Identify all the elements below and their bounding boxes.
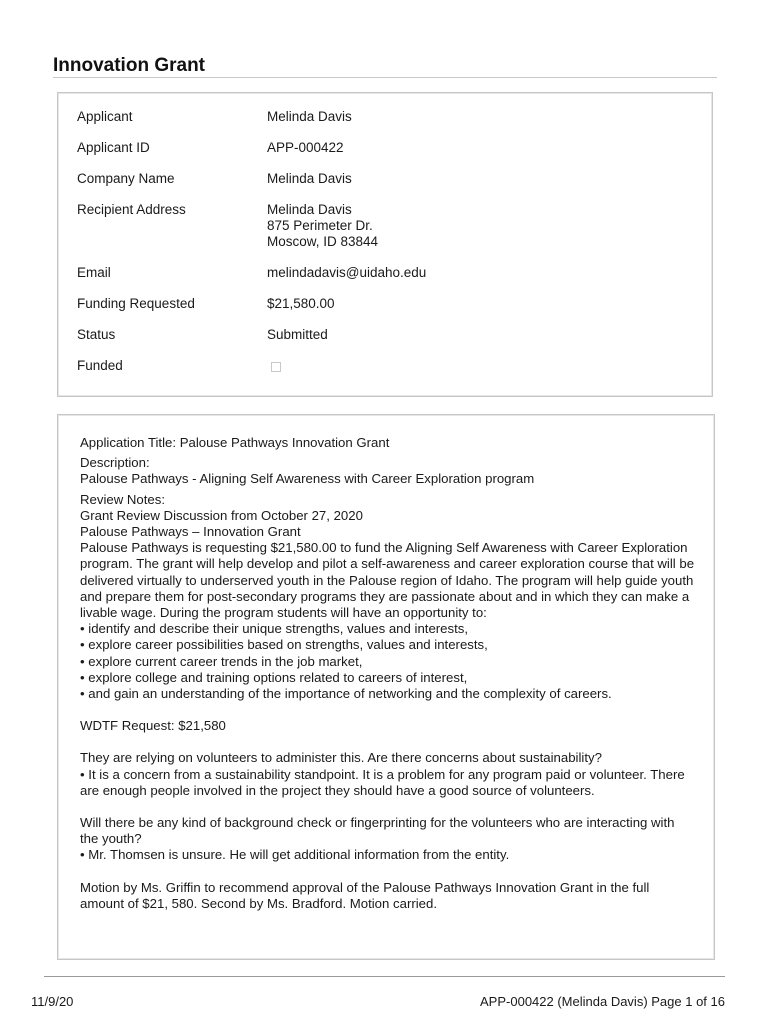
- answer-background-check: • Mr. Thomsen is unsure. He will get additional information from the entity.: [80, 847, 510, 863]
- funded-label: Funded: [77, 358, 123, 373]
- funded-value: [267, 358, 281, 376]
- footer-divider: [44, 976, 725, 977]
- funded-checkbox[interactable]: [271, 362, 281, 372]
- company-name-label: Company Name: [77, 171, 175, 186]
- applicant-info-panel: [57, 92, 713, 397]
- description-text: Palouse Pathways - Aligning Self Awareness with Career Exploration program: [80, 471, 535, 487]
- bullet-item: • explore current career trends in the job market,: [80, 653, 363, 669]
- email-label: Email: [77, 265, 111, 280]
- review-notes-label: Review Notes:: [80, 491, 166, 507]
- page-title: Innovation Grant: [53, 55, 205, 76]
- address-line-3: Moscow, ID 83844: [267, 234, 379, 249]
- bullet-item: • and gain an understanding of the importance of networking and the complexity of careers.: [80, 686, 612, 702]
- description-label: Description:: [80, 455, 150, 471]
- bullet-item: • explore career possibilities based on strengths, values and interests,: [80, 637, 488, 653]
- funding-requested-label: Funding Requested: [77, 296, 195, 311]
- application-details-content: [80, 435, 695, 912]
- motion-text: Motion by Ms. Griffin to recommend approval of the Palouse Pathways Innovation Grant in the full amount of $21, 580. Second by Ms. Bradford. Motion carried.: [80, 879, 650, 911]
- answer-sustainability: • It is a concern from a sustainability standpoint. It is a problem for any program paid or volunteer. There are enough people involved in the project they should have a good source of volunteers.: [80, 766, 685, 798]
- application-details-panel: [57, 414, 715, 960]
- bullet-item: • identify and describe their unique strengths, values and interests,: [80, 621, 469, 637]
- applicant-label: Applicant: [77, 109, 133, 124]
- review-notes-line: Palouse Pathways – Innovation Grant: [80, 524, 301, 540]
- company-name-value: Melinda Davis: [267, 171, 352, 186]
- applicant-id-value: APP-000422: [267, 140, 344, 155]
- applicant-id-label: Applicant ID: [77, 140, 150, 155]
- status-label: Status: [77, 327, 116, 342]
- application-title: Application Title: Palouse Pathways Innovation Grant: [80, 435, 390, 450]
- review-notes-paragraph: Palouse Pathways is requesting $21,580.00 to fund the Aligning Self Awareness with Career Exploration program. The grant will help develop and pilot a self-awareness and career exploration course that will be delivered virtually to underserved youth in the Palouse region of Idaho. The program will help guide youth and prepare them for post-secondary programs they are passionate about and in which they can make a livable wage. During the program students will have an opportunity to:: [80, 540, 695, 621]
- bullet-item: • explore college and training options related to careers of interest,: [80, 669, 468, 685]
- title-divider: [53, 77, 717, 78]
- applicant-value: Melinda Davis: [267, 109, 352, 124]
- address-line-2: 875 Perimeter Dr.: [267, 218, 373, 233]
- recipient-address-value: [267, 202, 378, 250]
- footer-page-info: APP-000422 (Melinda Davis) Page 1 of 16: [480, 994, 725, 1009]
- footer-date: 11/9/20: [31, 994, 74, 1009]
- question-background-check: Will there be any kind of background check or fingerprinting for the volunteers who are interacting with the youth?: [80, 815, 675, 847]
- email-value: melindadavis@uidaho.edu: [267, 265, 427, 280]
- status-value: Submitted: [267, 327, 328, 342]
- review-notes-line: Grant Review Discussion from October 27, 2020: [80, 507, 363, 523]
- recipient-address-label: Recipient Address: [77, 202, 186, 217]
- wdtf-request: WDTF Request: $21,580: [80, 718, 226, 734]
- funding-requested-value: $21,580.00: [267, 296, 335, 311]
- question-sustainability: They are relying on volunteers to administer this. Are there concerns about sustainability?: [80, 750, 602, 766]
- address-line-1: Melinda Davis: [267, 202, 352, 217]
